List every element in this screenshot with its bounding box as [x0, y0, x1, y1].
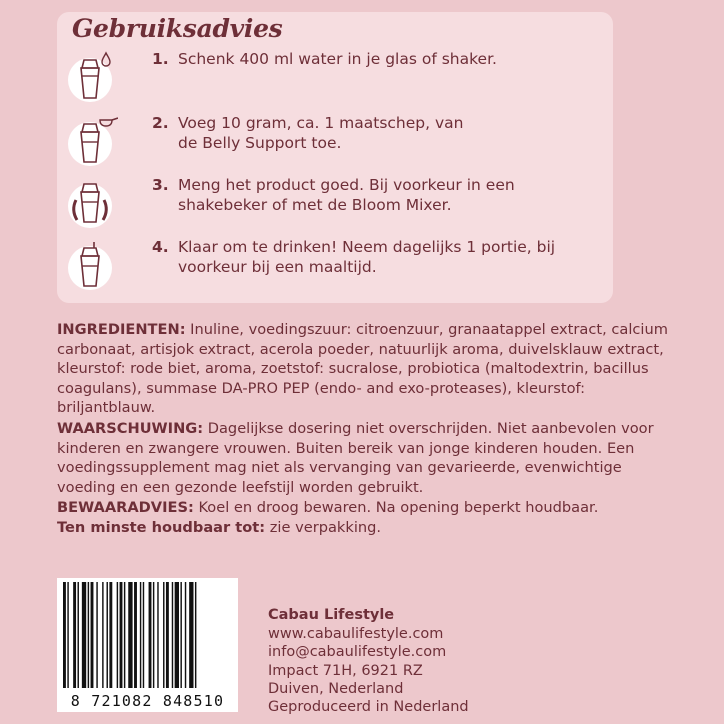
barcode-bar	[153, 582, 154, 688]
storage-paragraph	[57, 498, 677, 518]
barcode-bar	[157, 582, 158, 688]
usage-title: Gebruiksadvies	[72, 14, 283, 43]
usage-step-4	[60, 234, 600, 294]
shaker-water-drop-icon	[68, 46, 118, 106]
shaker-ready-icon	[68, 234, 118, 294]
barcode-bar	[96, 582, 97, 688]
company-website: www.cabaulifestyle.com	[268, 626, 444, 643]
step-text: Schenk 400 ml water in je glas of shaker.	[178, 50, 497, 68]
step-number: 1.	[152, 50, 169, 68]
barcode-bar	[149, 582, 152, 688]
storage-text: Koel en droog bewaren. Na opening beperkt houdbaar.	[193, 499, 599, 517]
barcode-bar	[185, 582, 186, 688]
barcode	[57, 578, 238, 712]
warning-text: Dagelijkse dosering niet overschrijden. Niet aanbevolen voor kinderen en zwangere vrouwen. Buiten bereik van jonge kinderen houden. Een voedingssupplement mag niet als vervanging van gevarieerde, evenwichtige voeding en een gezonde leefstijl worden gebruikt.	[57, 419, 654, 496]
barcode-digits: 8 721082 848510	[70, 692, 225, 710]
barcode-bar	[189, 582, 193, 688]
step-text: Voeg 10 gram, ca. 1 maatschep, van de Belly Support toe.	[178, 114, 464, 152]
barcode-bar	[124, 582, 125, 688]
barcode-bar	[143, 582, 144, 688]
company-address-line-2: Duiven, Nederland	[268, 680, 404, 697]
barcode-bar	[172, 582, 173, 688]
ingredients-text: Inuline, voedingszuur: citroenzuur, granaatappel extract, calcium carbonaat, artisjok extract, acerola poeder, natuurlijk aroma, duivelsklauw extract, kleurstof: rode biet, aroma, zoetstof: sucralose, probiotica (maltodextrin, bacillus coagulans), summase DA-PRO PEP (endo- and exo-proteases), kleurstof: briljantblauw.	[57, 321, 668, 417]
shaker-shake-icon	[68, 172, 118, 232]
barcode-bar	[166, 582, 169, 688]
barcode-bar	[78, 582, 79, 688]
barcode-bar	[175, 582, 179, 688]
barcode-bars	[57, 578, 238, 692]
best-before-paragraph	[57, 518, 677, 538]
product-info	[57, 320, 677, 539]
warning-paragraph	[57, 419, 677, 497]
company-email: info@cabaulifestyle.com	[268, 644, 447, 661]
barcode-bar	[82, 582, 86, 688]
company-name: Cabau Lifestyle	[268, 607, 395, 623]
step-number: 4.	[152, 238, 169, 256]
barcode-bar	[63, 582, 66, 688]
step-number: 3.	[152, 176, 169, 194]
storage-label: BEWAARADVIES:	[57, 499, 194, 517]
barcode-bar	[140, 582, 141, 688]
barcode-bar	[128, 582, 132, 688]
barcode-bar	[73, 582, 76, 688]
step-text: Klaar om te drinken! Neem dagelijks 1 portie, bij voorkeur bij een maaltijd.	[178, 238, 556, 276]
barcode-bar	[91, 582, 94, 688]
barcode-bar	[134, 582, 137, 688]
company-produced-in: Geproduceerd in Nederland	[268, 699, 469, 716]
barcode-bar	[88, 582, 89, 688]
ingredients-paragraph	[57, 320, 677, 418]
company-address-line-1: Impact 71H, 6921 RZ	[268, 662, 423, 679]
usage-step-1	[60, 46, 600, 106]
usage-step-3	[60, 172, 600, 232]
barcode-bar	[67, 582, 68, 688]
barcode-bar	[195, 582, 196, 688]
warning-label: WAARSCHUWING:	[57, 419, 204, 437]
barcode-bar	[180, 582, 181, 688]
shaker-scoop-icon	[68, 110, 118, 170]
barcode-bar	[102, 582, 103, 688]
barcode-bar	[109, 582, 112, 688]
barcode-bar	[117, 582, 118, 688]
barcode-bar	[163, 582, 164, 688]
barcode-bar	[107, 582, 108, 688]
best-before-text: zie verpakking.	[265, 518, 382, 536]
step-number: 2.	[152, 114, 169, 132]
barcode-bar	[120, 582, 123, 688]
ingredients-label: INGREDIENTEN:	[57, 321, 186, 338]
best-before-label: Ten minste houdbaar tot:	[57, 518, 266, 536]
step-text: Meng het product goed. Bij voorkeur in een shakebeker of met de Bloom Mixer.	[178, 176, 515, 214]
usage-step-2	[60, 110, 600, 170]
company-info	[268, 606, 469, 716]
